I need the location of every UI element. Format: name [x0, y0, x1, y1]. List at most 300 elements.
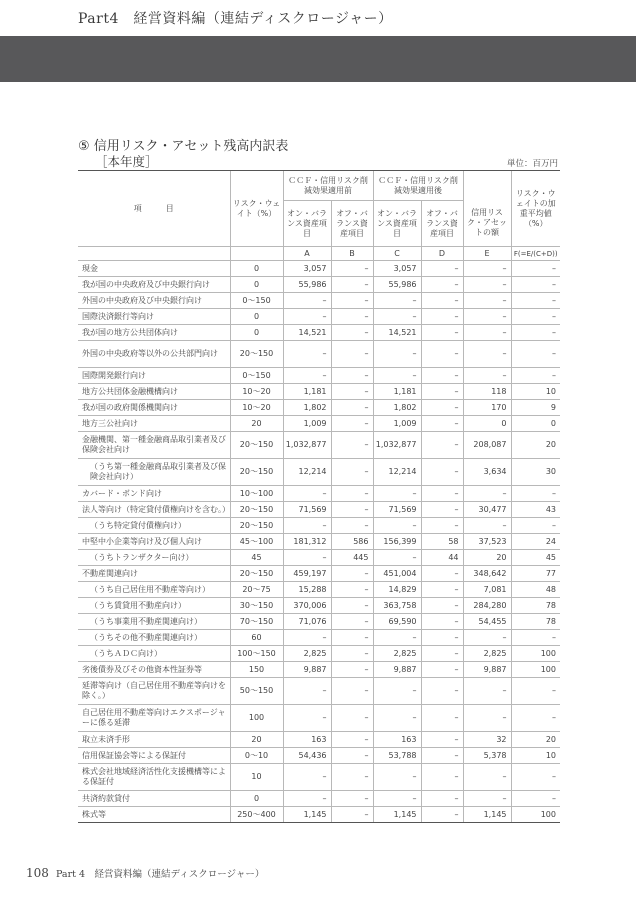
header-group-before: ＣＣＦ・信用リスク削減効果適用前: [283, 171, 373, 201]
cell-f: –: [511, 309, 560, 325]
row-item-text: （うちトランザクター向け）: [90, 552, 194, 562]
cell-a: 163: [283, 732, 331, 748]
cell-e: 0: [463, 416, 511, 432]
row-item-label: [78, 705, 230, 732]
row-item-text: 信用保証協会等による保証付: [82, 750, 186, 760]
cell-d: –: [421, 705, 463, 732]
cell-a: –: [283, 486, 331, 502]
cell-d: –: [421, 261, 463, 277]
row-item-text: 外国の中央政府及び中央銀行向け: [82, 295, 202, 305]
row-item-text: 金融機関、第一種金融商品取引業者及び保険会社向け: [82, 435, 226, 454]
cell-c: 363,758: [373, 598, 421, 614]
row-item-text: （うち自己居住用不動産等向け）: [90, 584, 210, 594]
cell-d: –: [421, 277, 463, 293]
cell-c: 1,009: [373, 416, 421, 432]
cell-c: 71,569: [373, 502, 421, 518]
table-row: [78, 791, 560, 807]
row-item-label: [78, 598, 230, 614]
cell-a: –: [283, 791, 331, 807]
cell-a: 1,802: [283, 400, 331, 416]
table-row: [78, 384, 560, 400]
cell-b: –: [331, 614, 373, 630]
row-item-label: [78, 368, 230, 384]
cell-c: 9,887: [373, 662, 421, 678]
cell-rw: 45: [230, 550, 283, 566]
header-band: [0, 36, 636, 82]
cell-b: –: [331, 325, 373, 341]
row-item-label: [78, 646, 230, 662]
row-item-text: 法人等向け（特定貸付債権向けを含む。）: [82, 504, 230, 514]
cell-a: 12,214: [283, 459, 331, 486]
cell-d: –: [421, 368, 463, 384]
cell-d: 44: [421, 550, 463, 566]
cell-e: –: [463, 309, 511, 325]
cell-c: 12,214: [373, 459, 421, 486]
cell-f: 48: [511, 582, 560, 598]
cell-c: 1,181: [373, 384, 421, 400]
table-row: [78, 764, 560, 791]
cell-f: –: [511, 678, 560, 705]
cell-rw: 10〜20: [230, 400, 283, 416]
table-row: [78, 807, 560, 823]
header-col-c: C: [373, 247, 421, 261]
cell-rw: 10〜100: [230, 486, 283, 502]
page-number: 108: [26, 866, 49, 880]
cell-c: 53,788: [373, 748, 421, 764]
cell-e: 37,523: [463, 534, 511, 550]
table-body: [78, 261, 560, 823]
row-item-label: [78, 416, 230, 432]
cell-d: –: [421, 384, 463, 400]
cell-rw: 30〜150: [230, 598, 283, 614]
cell-c: –: [373, 550, 421, 566]
row-item-label: [78, 566, 230, 582]
cell-b: –: [331, 459, 373, 486]
cell-d: –: [421, 748, 463, 764]
cell-d: –: [421, 662, 463, 678]
cell-e: –: [463, 630, 511, 646]
row-item-text: （うち賃貸用不動産向け）: [90, 600, 186, 610]
cell-e: –: [463, 486, 511, 502]
cell-a: 181,312: [283, 534, 331, 550]
cell-a: 3,057: [283, 261, 331, 277]
row-item-label: [78, 261, 230, 277]
cell-f: –: [511, 293, 560, 309]
table-row: [78, 486, 560, 502]
cell-d: –: [421, 416, 463, 432]
cell-d: –: [421, 807, 463, 823]
cell-d: –: [421, 432, 463, 459]
cell-c: 1,032,877: [373, 432, 421, 459]
cell-f: –: [511, 261, 560, 277]
cell-f: 30: [511, 459, 560, 486]
table-row: [78, 502, 560, 518]
cell-f: 0: [511, 416, 560, 432]
cell-b: –: [331, 662, 373, 678]
cell-rw: 50〜150: [230, 678, 283, 705]
cell-rw: 100: [230, 705, 283, 732]
cell-d: –: [421, 400, 463, 416]
table-row: [78, 614, 560, 630]
row-item-label: [78, 341, 230, 368]
cell-e: 32: [463, 732, 511, 748]
cell-rw: 100〜150: [230, 646, 283, 662]
cell-b: –: [331, 646, 373, 662]
cell-b: –: [331, 432, 373, 459]
cell-rw: 250〜400: [230, 807, 283, 823]
cell-a: –: [283, 678, 331, 705]
cell-c: 163: [373, 732, 421, 748]
row-item-label: [78, 764, 230, 791]
cell-a: 15,288: [283, 582, 331, 598]
row-item-label: [78, 309, 230, 325]
cell-e: –: [463, 325, 511, 341]
cell-f: 77: [511, 566, 560, 582]
row-item-text: 我が国の中央政府及び中央銀行向け: [82, 279, 210, 289]
cell-rw: 20〜150: [230, 341, 283, 368]
cell-b: –: [331, 261, 373, 277]
unit-label: 単位：百万円: [506, 159, 558, 169]
cell-c: 3,057: [373, 261, 421, 277]
cell-rw: 20〜150: [230, 518, 283, 534]
table-row: [78, 400, 560, 416]
header-risk-weight: リスク・ウェイト（%）: [230, 171, 283, 247]
cell-rw: 0〜10: [230, 748, 283, 764]
cell-f: 100: [511, 807, 560, 823]
cell-c: –: [373, 293, 421, 309]
cell-e: –: [463, 705, 511, 732]
cell-a: –: [283, 518, 331, 534]
cell-c: 156,399: [373, 534, 421, 550]
table-row: [78, 705, 560, 732]
table-row: [78, 566, 560, 582]
cell-d: –: [421, 325, 463, 341]
row-item-label: [78, 807, 230, 823]
row-item-text: 延滞等向け（自己居住用不動産等向けを除く。）: [82, 681, 226, 700]
cell-e: –: [463, 518, 511, 534]
cell-a: –: [283, 309, 331, 325]
row-item-label: [78, 614, 230, 630]
row-item-text: 国際決済銀行等向け: [82, 311, 154, 321]
row-item-label: [78, 384, 230, 400]
cell-d: –: [421, 598, 463, 614]
cell-e: 1,145: [463, 807, 511, 823]
cell-a: –: [283, 293, 331, 309]
row-item-label: [78, 662, 230, 678]
cell-rw: 45〜100: [230, 534, 283, 550]
cell-rw: 20: [230, 416, 283, 432]
cell-e: 2,825: [463, 646, 511, 662]
cell-e: 30,477: [463, 502, 511, 518]
table-row: [78, 277, 560, 293]
row-item-text: （うち第一種金融商品取引業者及び保険会社向け）: [90, 462, 226, 481]
cell-c: –: [373, 518, 421, 534]
table-row: [78, 582, 560, 598]
cell-f: 45: [511, 550, 560, 566]
cell-b: –: [331, 502, 373, 518]
cell-rw: 0〜150: [230, 293, 283, 309]
cell-d: –: [421, 293, 463, 309]
header-col-a: A: [283, 247, 331, 261]
row-item-label: [78, 293, 230, 309]
cell-f: –: [511, 277, 560, 293]
cell-d: –: [421, 341, 463, 368]
table-row: [78, 459, 560, 486]
row-item-text: （うちその他不動産関連向け）: [90, 632, 202, 642]
cell-a: –: [283, 630, 331, 646]
cell-e: –: [463, 791, 511, 807]
header-col-e: E: [463, 247, 511, 261]
cell-rw: 70〜150: [230, 614, 283, 630]
cell-b: –: [331, 732, 373, 748]
header-col-b: B: [331, 247, 373, 261]
cell-rw: 20〜150: [230, 566, 283, 582]
row-item-label: [78, 630, 230, 646]
cell-e: –: [463, 261, 511, 277]
cell-b: –: [331, 309, 373, 325]
cell-f: 9: [511, 400, 560, 416]
cell-rw: 0: [230, 309, 283, 325]
cell-b: 445: [331, 550, 373, 566]
cell-b: –: [331, 582, 373, 598]
table-row: [78, 598, 560, 614]
cell-rw: 20: [230, 732, 283, 748]
row-item-text: 我が国の政府関係機関向け: [82, 402, 178, 412]
cell-b: –: [331, 518, 373, 534]
header-credit-rwa: 信用リスク・アセットの額: [463, 201, 511, 247]
table-row: [78, 341, 560, 368]
cell-d: –: [421, 566, 463, 582]
cell-a: 71,076: [283, 614, 331, 630]
row-item-text: 地方三公社向け: [82, 418, 138, 428]
row-item-text: 我が国の地方公共団体向け: [82, 327, 178, 337]
cell-a: 14,521: [283, 325, 331, 341]
cell-e: 3,634: [463, 459, 511, 486]
row-item-text: （うちＡＤＣ向け）: [90, 648, 162, 658]
cell-a: 1,145: [283, 807, 331, 823]
page-footer: [26, 866, 264, 880]
cell-d: –: [421, 518, 463, 534]
cell-b: –: [331, 277, 373, 293]
cell-e: –: [463, 678, 511, 705]
header-item: 項 目: [78, 171, 230, 247]
row-item-text: 株式等: [82, 809, 106, 819]
cell-c: –: [373, 630, 421, 646]
cell-c: –: [373, 705, 421, 732]
table-row: [78, 293, 560, 309]
cell-b: 586: [331, 534, 373, 550]
cell-d: –: [421, 678, 463, 705]
row-item-text: 地方公共団体金融機構向け: [82, 386, 178, 396]
cell-rw: 60: [230, 630, 283, 646]
cell-f: –: [511, 630, 560, 646]
cell-b: –: [331, 368, 373, 384]
cell-d: –: [421, 630, 463, 646]
cell-e: 20: [463, 550, 511, 566]
cell-c: –: [373, 678, 421, 705]
cell-c: –: [373, 791, 421, 807]
cell-b: –: [331, 416, 373, 432]
cell-a: 1,181: [283, 384, 331, 400]
row-item-label: [78, 459, 230, 486]
cell-b: –: [331, 678, 373, 705]
cell-f: 100: [511, 662, 560, 678]
cell-c: 14,521: [373, 325, 421, 341]
cell-f: 20: [511, 432, 560, 459]
cell-rw: 0: [230, 791, 283, 807]
cell-e: 348,642: [463, 566, 511, 582]
table-row: [78, 662, 560, 678]
cell-d: –: [421, 502, 463, 518]
row-item-text: 自己居住用不動産等向けエクスポージャーに係る延滞: [82, 708, 226, 727]
cell-f: 78: [511, 598, 560, 614]
cell-c: –: [373, 486, 421, 502]
cell-d: –: [421, 309, 463, 325]
row-item-label: [78, 748, 230, 764]
cell-b: –: [331, 705, 373, 732]
cell-e: –: [463, 277, 511, 293]
row-item-label: [78, 518, 230, 534]
cell-f: 20: [511, 732, 560, 748]
cell-f: –: [511, 705, 560, 732]
header-letters-blank-2: [230, 247, 283, 261]
header-col-d: D: [421, 247, 463, 261]
cell-rw: 0: [230, 325, 283, 341]
table-row: [78, 732, 560, 748]
header-letters-blank-1: [78, 247, 230, 261]
cell-c: –: [373, 341, 421, 368]
cell-a: 370,006: [283, 598, 331, 614]
cell-f: –: [511, 486, 560, 502]
table-row: [78, 325, 560, 341]
row-item-text: （うち事業用不動産関連向け）: [90, 616, 202, 626]
cell-rw: 20〜75: [230, 582, 283, 598]
cell-f: 43: [511, 502, 560, 518]
table-row: [78, 261, 560, 277]
section-title: ⑤ 信用リスク・アセット残高内訳表: [78, 139, 289, 154]
cell-c: 2,825: [373, 646, 421, 662]
row-item-label: [78, 486, 230, 502]
header-off-balance-b: オフ・バランス資産項目: [331, 201, 373, 247]
table-row: [78, 534, 560, 550]
cell-d: –: [421, 646, 463, 662]
cell-c: 451,004: [373, 566, 421, 582]
table-row: [78, 678, 560, 705]
cell-f: –: [511, 764, 560, 791]
cell-f: 100: [511, 646, 560, 662]
cell-f: –: [511, 791, 560, 807]
cell-e: 9,887: [463, 662, 511, 678]
row-item-label: [78, 791, 230, 807]
header-on-balance-c: オン・バランス資産項目: [373, 201, 421, 247]
cell-f: 24: [511, 534, 560, 550]
row-item-text: （うち特定貸付債権向け）: [90, 520, 186, 530]
cell-a: 459,197: [283, 566, 331, 582]
cell-b: –: [331, 748, 373, 764]
cell-d: –: [421, 582, 463, 598]
section-subtitle: ［本年度］: [95, 154, 158, 169]
cell-b: –: [331, 400, 373, 416]
cell-rw: 0〜150: [230, 368, 283, 384]
footer-text: Part 4 経営資料編（連結ディスクロージャー）: [55, 869, 265, 880]
cell-a: 2,825: [283, 646, 331, 662]
cell-b: –: [331, 341, 373, 368]
table-row: [78, 432, 560, 459]
cell-e: 208,087: [463, 432, 511, 459]
row-item-label: [78, 277, 230, 293]
table-row: [78, 309, 560, 325]
cell-c: 1,802: [373, 400, 421, 416]
cell-f: –: [511, 325, 560, 341]
cell-e: –: [463, 368, 511, 384]
row-item-label: [78, 325, 230, 341]
header-group-after: ＣＣＦ・信用リスク削減効果適用後: [373, 171, 463, 201]
row-item-text: カバード・ボンド向け: [82, 488, 162, 498]
cell-e: –: [463, 293, 511, 309]
cell-e: 54,455: [463, 614, 511, 630]
cell-a: –: [283, 705, 331, 732]
cell-d: –: [421, 614, 463, 630]
row-item-label: [78, 678, 230, 705]
credit-risk-asset-table: [78, 170, 560, 823]
table-row: [78, 518, 560, 534]
row-item-text: 現金: [82, 263, 98, 273]
row-item-text: 外国の中央政府等以外の公共部門向け: [82, 349, 218, 358]
cell-a: 71,569: [283, 502, 331, 518]
cell-a: –: [283, 368, 331, 384]
row-item-label: [78, 582, 230, 598]
cell-b: –: [331, 566, 373, 582]
cell-rw: 10〜20: [230, 384, 283, 400]
cell-e: 118: [463, 384, 511, 400]
row-item-text: 不動産関連向け: [82, 568, 138, 578]
cell-f: –: [511, 341, 560, 368]
header-off-balance-d: オフ・バランス資産項目: [421, 201, 463, 247]
cell-a: 9,887: [283, 662, 331, 678]
row-item-label: [78, 534, 230, 550]
cell-a: 55,986: [283, 277, 331, 293]
cell-d: –: [421, 732, 463, 748]
cell-d: –: [421, 764, 463, 791]
header-on-balance-a: オン・バランス資産項目: [283, 201, 331, 247]
table-row: [78, 630, 560, 646]
cell-c: –: [373, 309, 421, 325]
table-row: [78, 550, 560, 566]
row-item-text: 中堅中小企業等向け及び個人向け: [82, 536, 202, 546]
cell-d: –: [421, 459, 463, 486]
cell-f: 10: [511, 748, 560, 764]
table-row: [78, 748, 560, 764]
cell-rw: 20〜150: [230, 432, 283, 459]
cell-e: 5,378: [463, 748, 511, 764]
cell-a: –: [283, 550, 331, 566]
row-item-text: 株式会社地域経済活性化支援機構等による保証付: [82, 767, 226, 786]
cell-b: –: [331, 486, 373, 502]
cell-a: 1,032,877: [283, 432, 331, 459]
cell-b: –: [331, 764, 373, 791]
cell-rw: 10: [230, 764, 283, 791]
cell-b: –: [331, 630, 373, 646]
cell-a: 54,436: [283, 748, 331, 764]
cell-b: –: [331, 791, 373, 807]
row-item-label: [78, 432, 230, 459]
cell-a: –: [283, 764, 331, 791]
cell-a: 1,009: [283, 416, 331, 432]
cell-c: 1,145: [373, 807, 421, 823]
cell-d: –: [421, 486, 463, 502]
cell-c: 69,590: [373, 614, 421, 630]
cell-b: –: [331, 598, 373, 614]
